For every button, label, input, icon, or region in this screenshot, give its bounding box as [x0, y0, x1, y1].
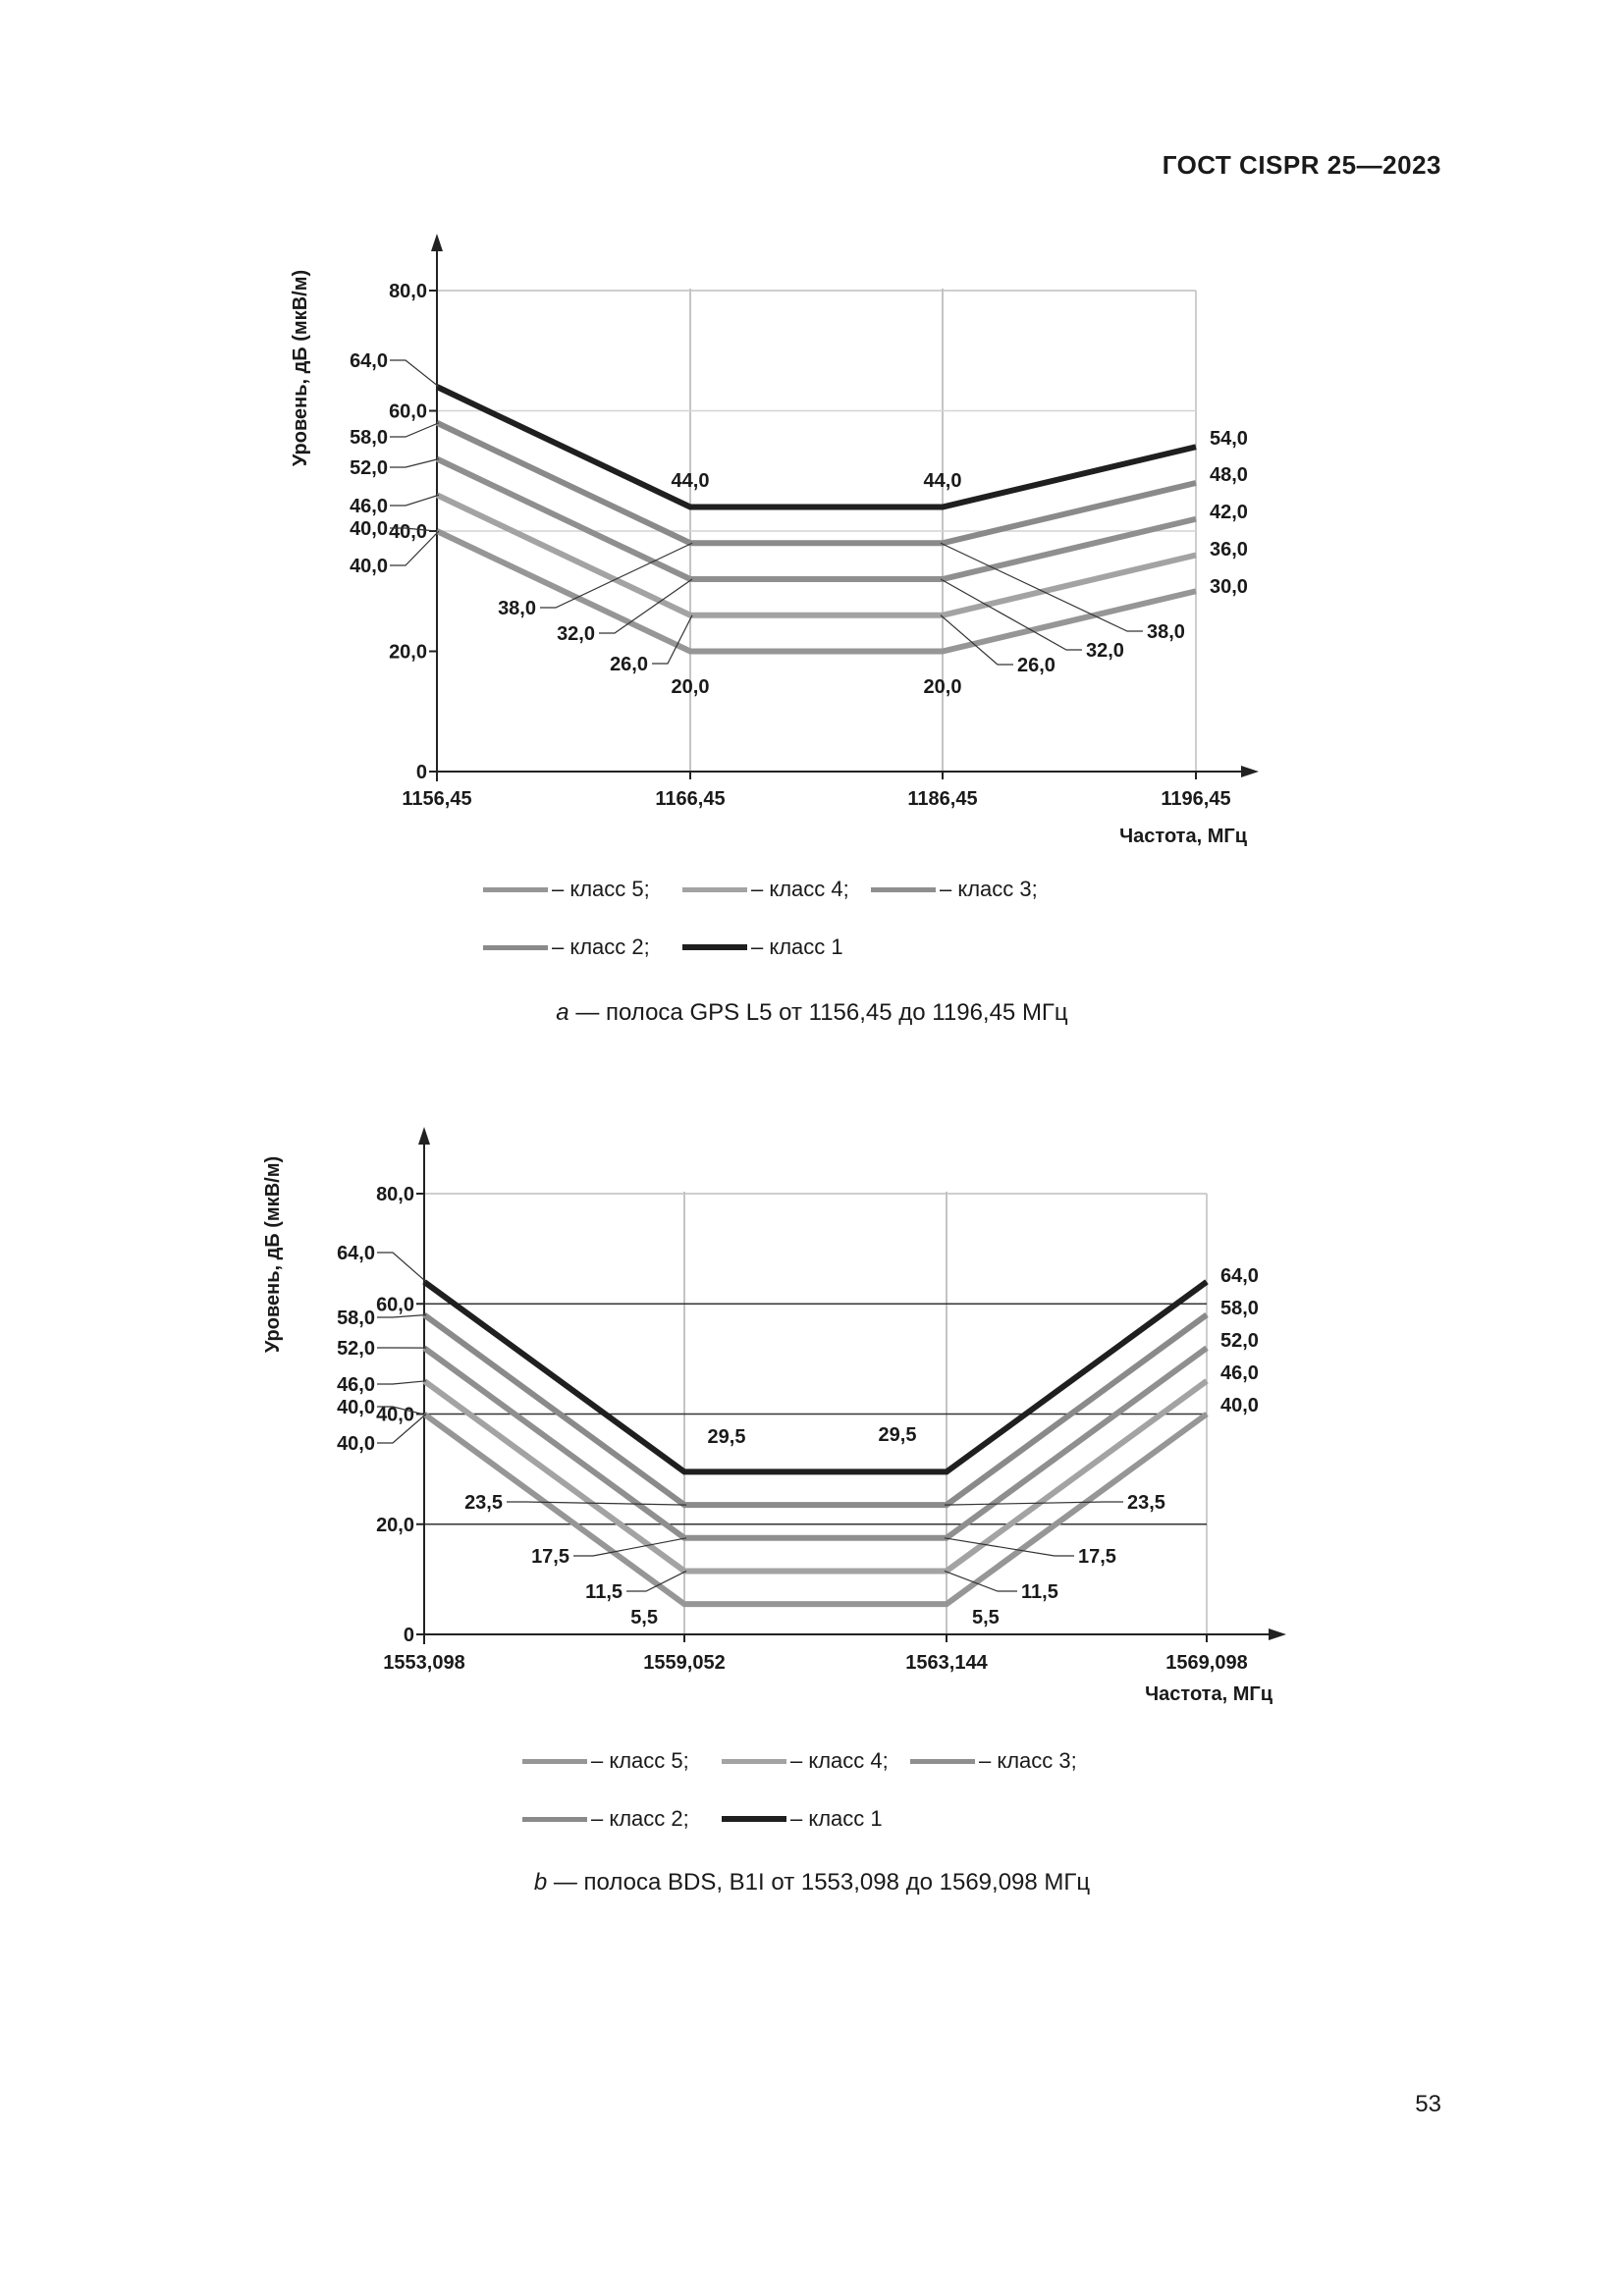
x-tick-label: 1166,45 [655, 788, 726, 810]
y-tick-label: 20,0 [376, 1514, 414, 1536]
y-tick-label: 40,0 [389, 521, 427, 543]
left-value-label: 52,0 [337, 1338, 375, 1360]
right-value-label: 42,0 [1210, 502, 1248, 523]
right-value-label: 46,0 [1220, 1362, 1259, 1384]
leader-line [377, 1381, 426, 1384]
inner-left-value-label: 11,5 [585, 1581, 623, 1603]
y-tick-label: 0 [403, 1625, 414, 1646]
left-value-label: 52,0 [350, 457, 388, 479]
plot-area [424, 1192, 1207, 1634]
legend-label: – класс 5; [591, 1748, 689, 1773]
inner-left-value-label: 26,0 [610, 654, 648, 675]
x-axis-title: Частота, МГц [1145, 1683, 1272, 1705]
x-tick-label: 1553,098 [383, 1652, 465, 1674]
legend-label: – класс 4; [751, 877, 849, 901]
inner-left-value-label: 38,0 [498, 598, 536, 619]
x-axis-arrow [1269, 1629, 1286, 1640]
y-axis-title: Уровень, дБ (мкВ/м) [262, 1155, 284, 1354]
top-value-label: 44,0 [671, 470, 710, 492]
leader-line [573, 1538, 686, 1556]
caption-letter: b [533, 1869, 548, 1896]
y-tick-label: 0 [415, 762, 427, 783]
legend-label: – класс 1 [751, 934, 843, 959]
top-value-label: 44,0 [923, 470, 962, 492]
legend-label: – класс 5; [552, 877, 650, 901]
series-line-класс-5 [424, 1415, 1207, 1605]
caption-text: — полоса BDS, B1I от 1553,098 до 1569,098 МГц [547, 1869, 1091, 1896]
y-tick-label: 40,0 [376, 1404, 414, 1426]
x-tick-label: 1569,098 [1165, 1652, 1248, 1674]
inner-left-value-label: 17,5 [531, 1546, 569, 1568]
left-value-label: 40,0 [350, 556, 388, 577]
left-value-label: 40,0 [337, 1433, 375, 1455]
left-value-label: 58,0 [337, 1308, 375, 1329]
x-tick-label: 1559,052 [643, 1652, 726, 1674]
page-number: 53 [1415, 2091, 1441, 2117]
legend-label: – класс 1 [790, 1806, 883, 1831]
leader-line [377, 1253, 426, 1282]
inner-right-value-label: 17,5 [1078, 1546, 1116, 1568]
caption-chart-b [0, 1869, 1624, 1896]
series-line-класс-1 [424, 1282, 1207, 1472]
left-value-label: 46,0 [350, 496, 388, 517]
series-line-класс-2 [424, 1314, 1207, 1505]
legend-item [722, 1748, 889, 1774]
legend-swatch [722, 1759, 786, 1764]
y-tick-label: 60,0 [376, 1294, 414, 1316]
caption-letter: a [556, 999, 569, 1026]
leader-line [945, 1538, 1074, 1556]
y-axis-arrow [418, 1127, 430, 1145]
x-tick-label: 1196,45 [1161, 788, 1231, 810]
inner-right-value-label: 38,0 [1147, 621, 1185, 643]
legend-swatch [910, 1759, 975, 1764]
inner-left-value-label: 23,5 [464, 1492, 503, 1514]
y-tick-label: 60,0 [389, 400, 427, 423]
legend-item [522, 1748, 689, 1774]
y-tick-label: 80,0 [376, 1184, 414, 1205]
legend-swatch [522, 1817, 587, 1822]
left-value-label: 64,0 [350, 350, 388, 372]
y-tick-label: 20,0 [389, 641, 427, 664]
left-value-label: 64,0 [337, 1243, 375, 1264]
legend-label: – класс 2; [591, 1806, 689, 1831]
x-tick-label: 1186,45 [907, 788, 978, 810]
top-value-label: 29,5 [707, 1426, 746, 1448]
left-value-label: 40,0 [337, 1397, 375, 1418]
series-line-класс-3 [424, 1348, 1207, 1538]
x-tick-label: 1563,144 [905, 1652, 988, 1674]
x-tick-label: 1156,45 [402, 788, 472, 810]
y-tick-label: 80,0 [389, 281, 427, 302]
series-line-класс-4 [424, 1381, 1207, 1572]
legend-label: – класс 4; [790, 1748, 889, 1773]
right-value-label: 54,0 [1210, 428, 1248, 450]
top-value-label: 29,5 [878, 1424, 917, 1446]
left-value-label: 58,0 [350, 427, 388, 449]
legend-label: – класс 3; [979, 1748, 1077, 1773]
right-value-label: 58,0 [1220, 1298, 1259, 1319]
legend-label: – класс 2; [552, 934, 650, 959]
legend-item [522, 1806, 689, 1832]
right-value-label: 36,0 [1210, 539, 1248, 561]
inner-right-value-label: 5,5 [972, 1607, 1000, 1629]
right-value-label: 40,0 [1220, 1395, 1259, 1416]
y-axis-title: Уровень, дБ (мкВ/м) [290, 269, 311, 467]
legend-swatch [722, 1816, 786, 1822]
legend-label: – класс 3; [940, 877, 1038, 901]
caption-text: — полоса GPS L5 от 1156,45 до 1196,45 МГц [568, 999, 1068, 1026]
right-value-label: 48,0 [1210, 464, 1248, 486]
right-value-label: 64,0 [1220, 1265, 1259, 1287]
axes [262, 1127, 1286, 1705]
legend-item [722, 1806, 883, 1832]
inner-right-value-label: 32,0 [1086, 640, 1124, 662]
left-value-label: 40,0 [350, 518, 388, 540]
inner-right-value-label: 11,5 [1021, 1581, 1058, 1603]
legend-item [910, 1748, 1077, 1774]
inner-left-value-label: 32,0 [557, 623, 595, 645]
document-id-header: ГОСТ CISPR 25—2023 [1162, 150, 1441, 180]
inner-right-value-label: 20,0 [923, 676, 962, 698]
x-axis-title: Частота, МГц [1119, 826, 1247, 847]
inner-left-value-label: 5,5 [630, 1607, 658, 1629]
legend-swatch [522, 1759, 587, 1764]
right-value-label: 30,0 [1210, 576, 1248, 598]
inner-right-value-label: 23,5 [1127, 1492, 1165, 1514]
inner-left-value-label: 20,0 [671, 676, 710, 698]
inner-right-value-label: 26,0 [1017, 655, 1056, 676]
right-value-label: 52,0 [1220, 1330, 1259, 1352]
left-value-label: 46,0 [337, 1374, 375, 1396]
